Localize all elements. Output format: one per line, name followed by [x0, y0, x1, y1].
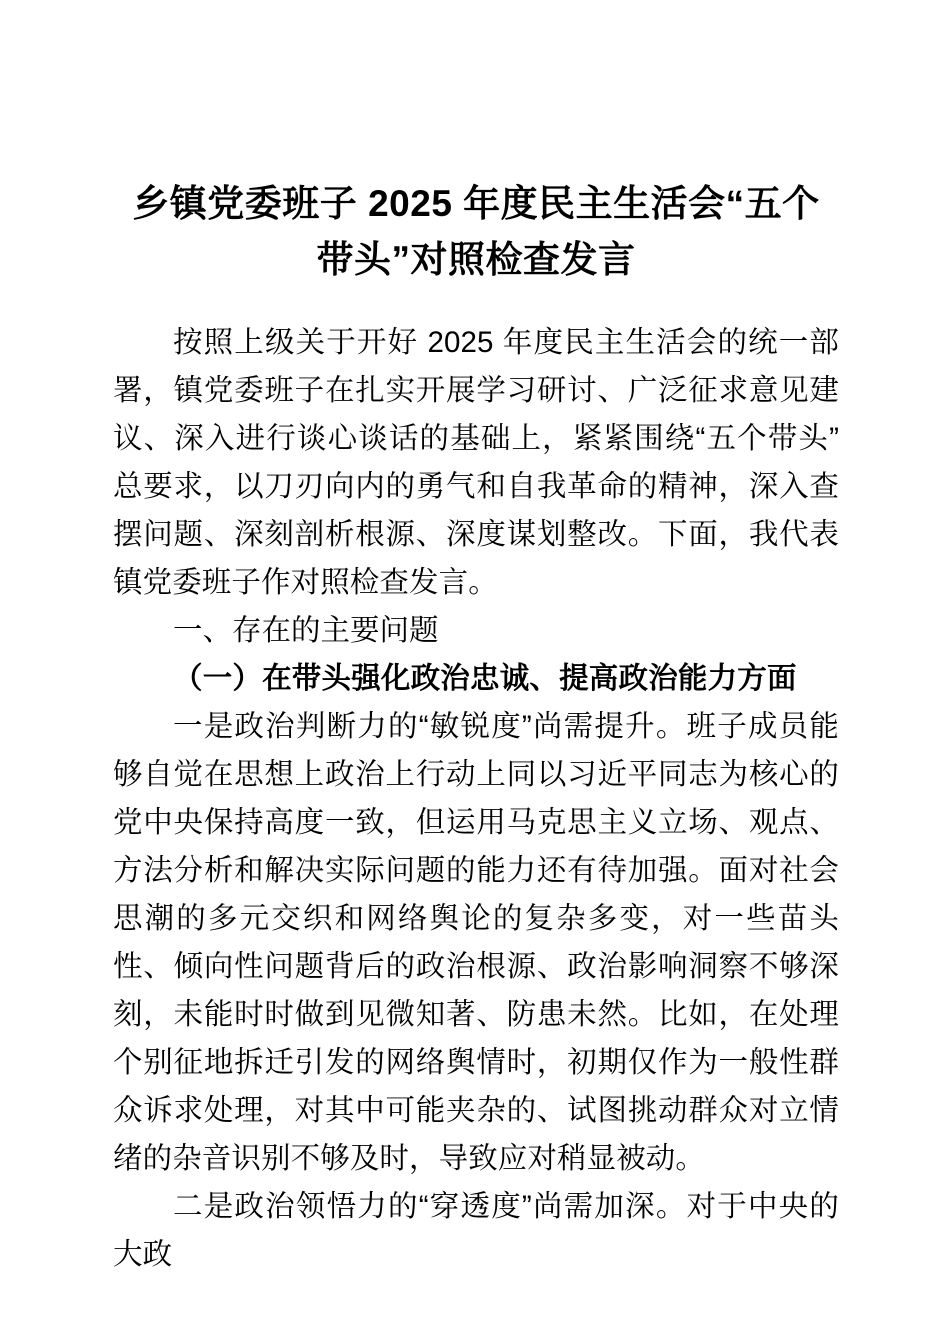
paragraph-point-two: 二是政治领悟力的“穿透度”尚需加深。对于中央的大政: [113, 1190, 839, 1271]
paragraph-intro: 按照上级关于开好 2025 年度民主生活会的统一部署，镇党委班子在扎实开展学习研讨、广泛征求意见建议、深入进行谈心谈话的基础上，紧紧围绕“五个带头”总要求，以刀刃向内的勇气和自我革命的精神，深入查摆问题、深刻剖析根源、深度谋划整改。下面，我代表镇党委班子作对照检查发言。: [113, 326, 839, 599]
heading-section-one-a: （一）在带头强化政治忠诚、提高政治能力方面: [173, 662, 797, 695]
page-title: 乡镇党委班子 2025 年度民主生活会“五个带头”对照检查发言: [132, 183, 820, 280]
document-body: [113, 0, 839, 1279]
heading-section-one: 一、存在的主要问题: [173, 614, 439, 647]
paragraph-point-one: 一是政治判断力的“敏锐度”尚需提升。班子成员能够自觉在思想上政治上行动上同以习近平同志为核心的党中央保持高度一致，但运用马克思主义立场、观点、方法分析和解决实际问题的能力还有待加强。面对社会思潮的多元交织和网络舆论的复杂多变，对一些苗头性、倾向性问题背后的政治根源、政治影响洞察不够深刻，未能时时做到见微知著、防患未然。比如，在处理个别征地拆迁引发的网络舆情时，初期仅作为一般性群众诉求处理，对其中可能夹杂的、试图挑动群众对立情绪的杂音识别不够及时，导致应对稍显被动。: [113, 710, 839, 1175]
